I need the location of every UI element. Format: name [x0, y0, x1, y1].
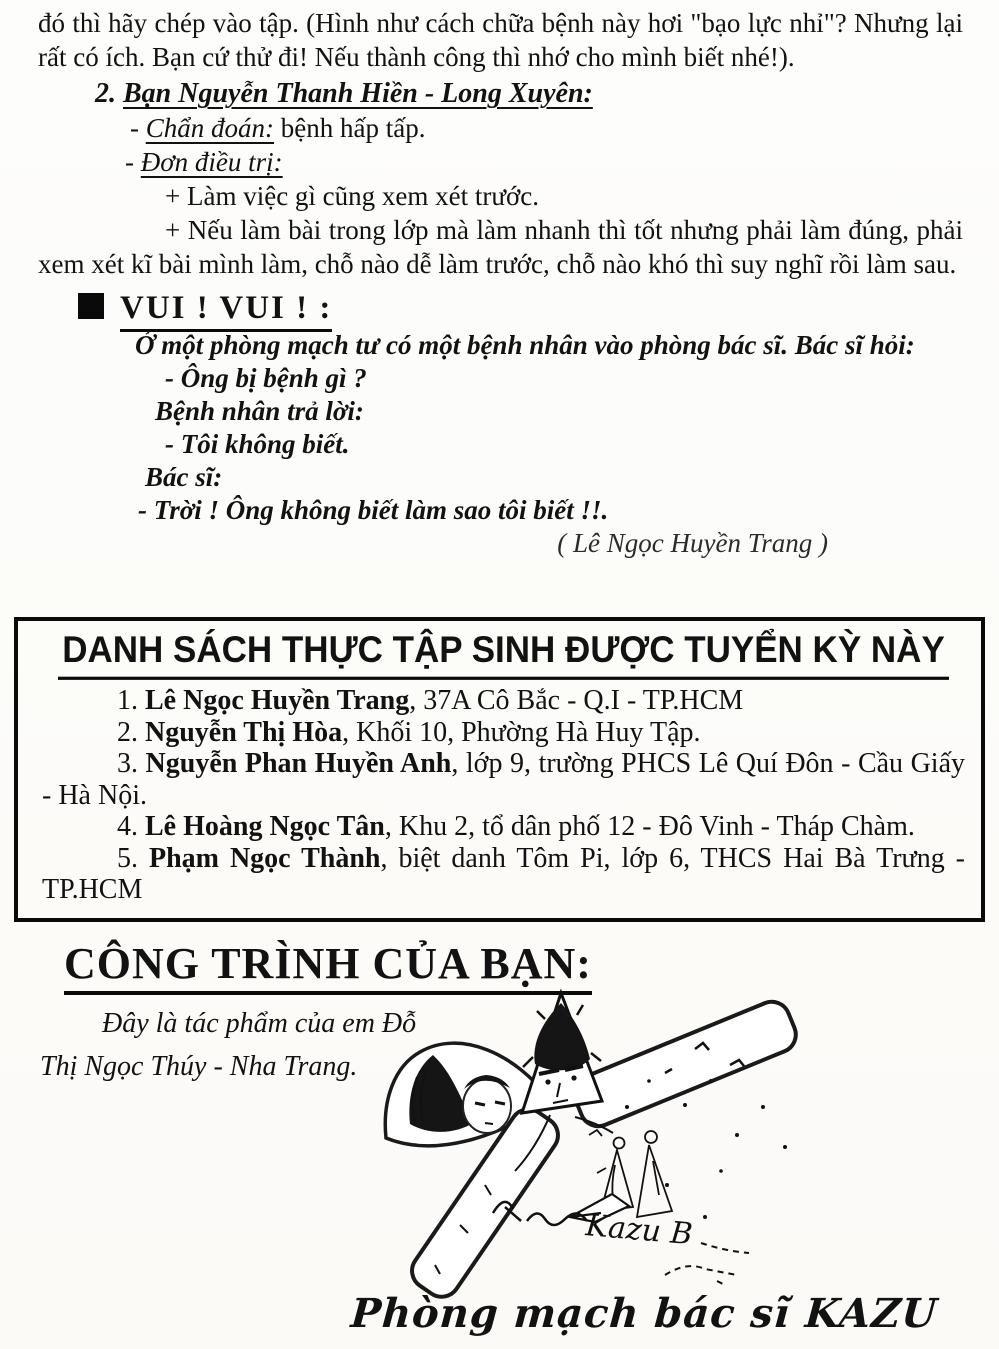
item-number: 5. [117, 842, 149, 874]
item-name: Lê Hoàng Ngọc Tân [145, 811, 385, 842]
patient-name: Bạn Nguyễn Thanh Hiền - Long Xuyên: [123, 78, 593, 109]
trainee-item [42, 811, 965, 843]
square-bullet-icon [78, 293, 104, 319]
intro-paragraph: đó thì hãy chép vào tập. (Hình như cách chữa bệnh này hơi "bạo lực nhỉ"? Nhưng lại rất có ích. Bạn cứ thử đi! Nếu thành công thì nhớ cho mình biết nhé!). [38, 8, 963, 72]
fun-section-heading [78, 291, 963, 325]
item-number: 1. [117, 685, 145, 716]
prescription-line [125, 145, 963, 179]
joke-line: - Trời ! Ông không biết làm sao tôi biết !!. [138, 495, 609, 525]
artwork-illustration [365, 985, 875, 1315]
diagnosis-value: bệnh hấp tấp. [274, 113, 426, 143]
works-section-heading: CÔNG TRÌNH CỦA BẠN: [64, 938, 592, 995]
fun-heading-label: VUI ! VUI ! : [120, 290, 332, 332]
prescription-label: Đơn điều trị: [140, 147, 283, 177]
dash: - [125, 147, 141, 177]
trainee-item [42, 685, 965, 717]
patient-heading [95, 77, 963, 111]
joke-line: - Ông bị bệnh gì ? [165, 363, 367, 393]
joke-line: Bệnh nhân trả lời: [155, 396, 364, 426]
item-address: , Khu 2, tổ dân phố 12 - Đô Vinh - Tháp Chàm. [384, 811, 915, 842]
item-number: 3. [117, 748, 146, 779]
trainee-box-title [42, 629, 965, 677]
item-name: Lê Ngọc Huyền Trang [145, 685, 410, 716]
top-text-column [38, 6, 963, 560]
item-name: Nguyễn Thị Hòa [145, 716, 343, 748]
item-number: 4. [117, 811, 145, 842]
joke-line: Bác sĩ: [145, 462, 223, 492]
prescription-item: + Nếu làm bài trong lớp mà làm nhanh thì tốt nhưng phải làm đúng, phải xem xét kĩ bài mình làm, chỗ nào dễ làm trước, chỗ nào khó thì suy nghĩ rồi làm sau. [38, 215, 963, 279]
item-name: Phạm Ngọc Thành [148, 842, 381, 874]
artist-signature [493, 1202, 749, 1284]
joke-attribution: ( Lê Ngọc Huyền Trang ) [557, 528, 828, 558]
dash: - [130, 113, 146, 143]
joke-line: Ở một phòng mạch tư có một bệnh nhân vào phòng bác sĩ. Bác sĩ hỏi: [135, 330, 915, 360]
trainee-list-box [14, 617, 985, 922]
patient-number: 2. [95, 78, 123, 109]
clinic-signature: Phòng mạch bác sĩ KAZU [348, 1290, 939, 1337]
trainee-item [42, 843, 965, 906]
trainee-item [42, 748, 965, 811]
prescription-item: + Làm việc gì cũng xem xét trước. [165, 181, 540, 211]
svg-text:Kazu B: Kazu B [584, 1208, 694, 1253]
trainee-item [42, 717, 965, 749]
item-name: Nguyễn Phan Huyền Anh [145, 748, 452, 779]
item-address: , biệt danh Tôm Pi, lớp 6, THCS Hai Bà Trưng - TP.HCM [42, 842, 966, 905]
item-address: , Khối 10, Phường Hà Huy Tập. [342, 716, 701, 748]
top-bar-sketch [569, 996, 802, 1131]
trainee-box-title-text: DANH SÁCH THỰC TẬP SINH ĐƯỢC TUYỂN KỲ NÀY [58, 629, 949, 680]
works-caption: Đây là tác phẩm của em Đỗ Thị Ngọc Thúy - Nha Trang. [40, 1008, 431, 1082]
item-number: 2. [117, 716, 145, 748]
item-address: , lớp 9, trường PHCS Lê Quí Đôn - Cầu Giấy - Hà Nội. [42, 748, 966, 811]
diagnosis-label: Chẩn đoán: [145, 113, 274, 143]
joke-line: - Tôi không biết. [165, 429, 350, 459]
item-address: , 37A Cô Bắc - Q.I - TP.HCM [409, 685, 744, 716]
diagnosis-line [130, 111, 963, 145]
